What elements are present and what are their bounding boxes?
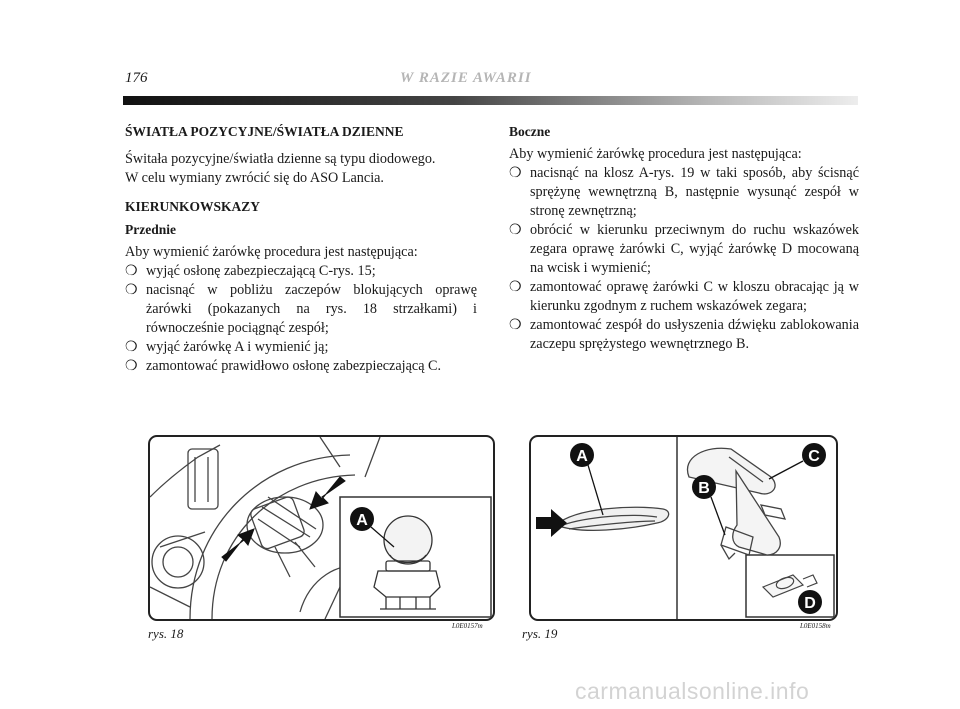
figure-18-code: L0E0157m: [452, 622, 483, 630]
bullet-text: zamontować oprawę żarówki C w kloszu obracając ją w kierunku zgodnym z ruchem wskazówek zegara;: [530, 279, 859, 314]
figure-18-illustration: [150, 437, 493, 619]
figure-19-illustration: [531, 437, 836, 619]
figure-18-headlamp-bulb: [148, 435, 495, 621]
label-d-icon: [798, 590, 822, 614]
bullet-item: [125, 357, 477, 376]
page-number: 176: [125, 70, 148, 86]
label-a-icon: [350, 507, 374, 531]
bullet-item: [125, 281, 477, 338]
bullet-text: obrócić w kierunku przeciwnym do ruchu wskazówek zegara oprawę żarówki C, wyjąć żarówkę D mocowaną na wcisk i wymienić;: [530, 222, 859, 276]
figure-19-code: L0E0158m: [800, 622, 831, 630]
procedure-intro: Aby wymienić żarówkę procedura jest następująca:: [509, 146, 802, 162]
bullet-text: wyjąć żarówkę A i wymienić ją;: [146, 339, 329, 355]
bullet-icon: ❍: [509, 317, 522, 333]
bullet-text: zamontować prawidłowo osłonę zabezpieczającą C.: [146, 358, 442, 374]
heading-turn-signals: KIERUNKOWSKAZY: [125, 199, 261, 214]
bullet-text: zamontować zespół do usłyszenia dźwięku zablokowania zaczepu sprężystego wewnętrznego B.: [530, 317, 859, 352]
bullet-item: [509, 221, 859, 278]
bullet-item: [509, 316, 859, 354]
header-bar: [123, 96, 858, 105]
bullet-item: [509, 278, 859, 316]
bullet-icon: ❍: [509, 165, 522, 181]
heading-position-lights: ŚWIATŁA POZYCYJNE/ŚWIATŁA DZIENNE: [125, 124, 404, 139]
bullet-icon: ❍: [125, 263, 138, 279]
bullet-icon: ❍: [125, 358, 138, 374]
bullet-item: [125, 262, 477, 281]
svg-text:C: C: [808, 448, 820, 465]
bullet-icon: ❍: [509, 279, 522, 295]
svg-text:D: D: [804, 595, 816, 612]
svg-text:B: B: [698, 480, 710, 497]
paragraph-service-info: W celu wymiany zwrócić się do ASO Lancia.: [125, 170, 384, 186]
figure-19-side-indicator: [529, 435, 838, 621]
paragraph-led-info: Świtała pozycyjne/światła dzienne są typu diodowego.: [125, 151, 436, 167]
label-c-icon: [802, 443, 826, 467]
bullet-text: nacisnąć w pobliżu zaczepów blokujących oprawę żarówki (pokazanych na rys. 18 strzałkami) i równocześnie pociągnąć zespół;: [146, 282, 477, 336]
label-b-icon: [692, 475, 716, 499]
right-column: [509, 122, 859, 354]
bullet-icon: ❍: [125, 339, 138, 355]
bullet-text: nacisnąć na klosz A-rys. 19 w taki sposób, aby ścisnąć sprężynę wewnętrzną B, następnie wysunąć zespół w stronę zewnętrzną;: [530, 165, 859, 219]
section-title: W RAZIE AWARII: [400, 70, 532, 86]
subheading-side: Boczne: [509, 124, 551, 139]
svg-text:A: A: [576, 448, 588, 465]
bullet-icon: ❍: [125, 282, 138, 298]
bullet-item: [509, 164, 859, 221]
bullet-icon: ❍: [509, 222, 522, 238]
figure-18-caption: rys. 18: [148, 626, 184, 641]
label-a-icon: [570, 443, 594, 467]
left-column: [125, 122, 477, 376]
subheading-front: Przednie: [125, 222, 176, 237]
watermark: carmanualsonline.info: [575, 678, 810, 704]
bullet-text: wyjąć osłonę zabezpieczającą C-rys. 15;: [146, 263, 376, 279]
bullet-item: [125, 338, 477, 357]
procedure-intro: Aby wymienić żarówkę procedura jest następująca:: [125, 244, 418, 260]
svg-text:A: A: [356, 512, 368, 529]
figure-19-caption: rys. 19: [522, 626, 558, 641]
